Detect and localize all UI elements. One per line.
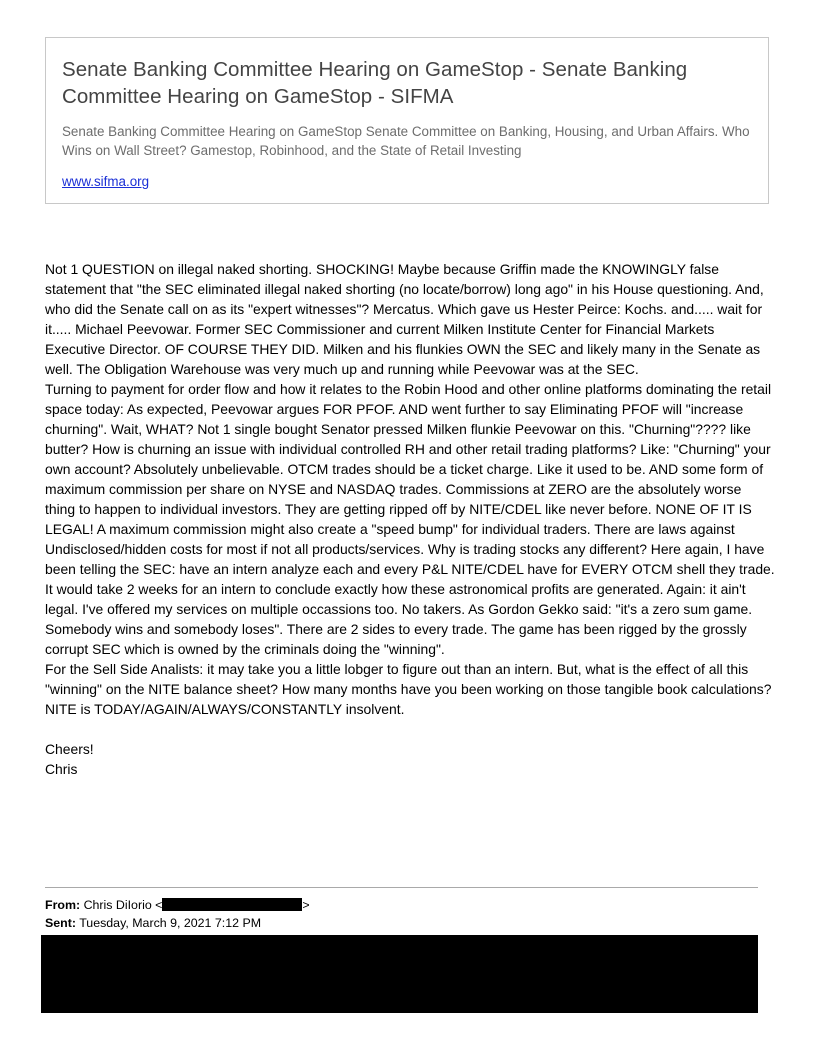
- blank-line: [45, 719, 775, 739]
- signature: Chris: [45, 761, 78, 777]
- email-body: [45, 259, 775, 779]
- body-paragraph: For the Sell Side Analists: it may take you a little lobger to figure out than an intern. But, what is the effect of all this "winning" on the NITE balance sheet? How many months have you been working on those tangible book calculations? NITE is TODAY/AGAIN/ALWAYS/CONSTANTLY insolvent.: [45, 661, 772, 717]
- from-line: [45, 896, 758, 914]
- closing-line: Cheers!: [45, 741, 94, 757]
- body-paragraph: Turning to payment for order flow and how it relates to the Robin Hood and other online platforms dominating the retail space today: As expected, Peevowar argues FOR PFOF. AND went further to say Eliminating PFOF will "increase churning". Wait, WHAT? Not 1 single bought Senator pressed Milken flunkie Peevowar on this. "Churning"???? like butter? How is churning an issue with individual controlled RH and other retail trading platforms? Like: "Churning" your own account? Absolutely unbelievable. OTCM trades should be a ticket charge. Like it used to be. AND some form of maximum commission per share on NYSE and NASDAQ trades. Commissions at ZERO are the absolutely worse thing to happen to individual investors. They are getting ripped off by NITE/CDEL like never before. NONE OF IT IS LEGAL! A maximum commission might also create a "speed bump" for individual traders. There are laws against Undisclosed/hidden costs for most if not all products/services. Why is trading stocks any different? Here again, I have been telling the SEC: have an intern analyze each and every P&L NITE/CDEL have for EVERY OTCM shell they trade. It would take 2 weeks for an intern to conclude exactly how these astronomical profits are generated. Again: it ain't legal. I've offered my services on multiple occassions too. No takers. As Gordon Gekko said: "it's a zero sum game. Somebody wins and somebody loses". There are 2 sides to every trade. The game has been rigged by the grossly corrupt SEC which is owned by the criminals doing the "winning".: [45, 381, 775, 657]
- redacted-email-address: [162, 898, 302, 911]
- from-end: >: [302, 898, 310, 912]
- redacted-block: [41, 935, 758, 1013]
- sent-line: [45, 914, 758, 932]
- link-preview-title[interactable]: Senate Banking Committee Hearing on GameStop - Senate Banking Committee Hearing on GameStop - SIFMA: [62, 58, 688, 108]
- link-preview-card[interactable]: [45, 37, 769, 204]
- from-name: Chris DiIorio <: [83, 898, 163, 912]
- quoted-email-header: [45, 896, 758, 932]
- header-separator: [45, 887, 758, 888]
- from-label: From:: [45, 898, 81, 912]
- sent-value: Tuesday, March 9, 2021 7:12 PM: [79, 916, 262, 930]
- body-paragraph: Not 1 QUESTION on illegal naked shorting. SHOCKING! Maybe because Griffin made the KNOWINGLY false statement that "the SEC eliminated illegal naked shorting (no locate/borrow) long ago" in his House questioning. And, who did the Senate call on as its "expert witnesses"? Mercatus. Which gave us Hester Peirce: Kochs. and..... wait for it..... Michael Peevowar. Former SEC Commissioner and current Milken Institute Center for Financial Markets Executive Director. OF COURSE THEY DID. Milken and his flunkies OWN the SEC and likely many in the Senate as well. The Obligation Warehouse was very much up and running while Peevowar was at the SEC.: [45, 261, 764, 377]
- link-preview-url[interactable]: www.sifma.org: [62, 174, 150, 189]
- link-preview-description: Senate Banking Committee Hearing on GameStop Senate Committee on Banking, Housing, and Urban Affairs. Who Wins on Wall Street? Gamestop, Robinhood, and the State of Retail Investing: [62, 124, 750, 158]
- sent-label: Sent:: [45, 916, 76, 930]
